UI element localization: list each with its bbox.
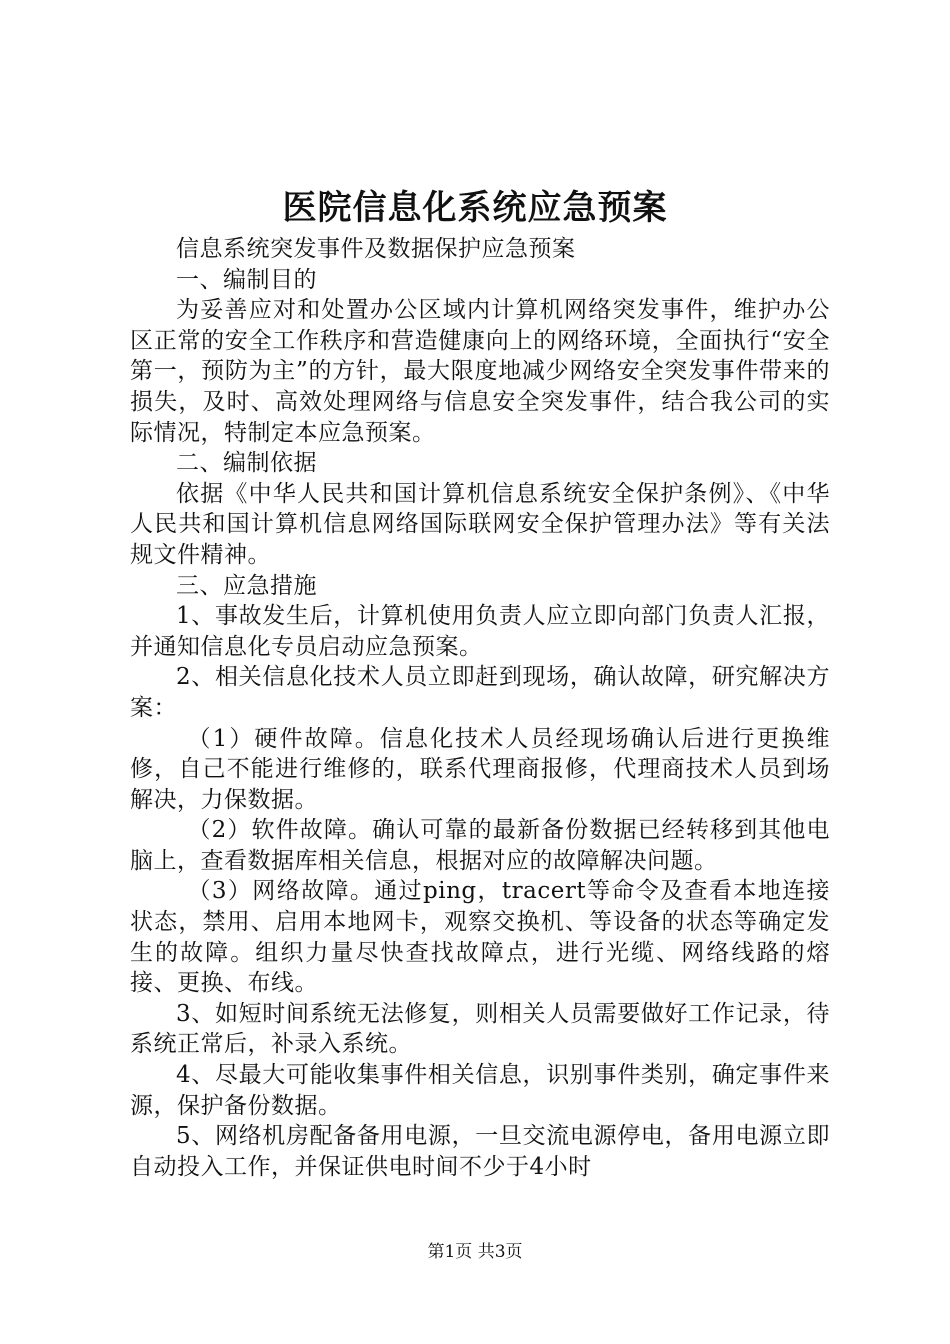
subtitle-paragraph: 信息系统突发事件及数据保护应急预案 xyxy=(176,236,576,262)
page-footer: 第1页 共3页 xyxy=(427,1242,523,1262)
measure-item-5: 5、网络机房配备备用电源，一旦交流电源停电，备用电源立即自动投入工作，并保证供电时间不少于4小时 xyxy=(130,1123,830,1180)
paragraph-basis: 依据《中华人民共和国计算机信息系统安全保护条例》、《中华人民共和国计算机信息网络国际联网安全保护管理办法》等有关法规文件精神。 xyxy=(130,480,830,568)
measure-subitem-software: （2）软件故障。确认可靠的最新备份数据已经转移到其他电脑上，查看数据库相关信息，根据对应的故障解决问题。 xyxy=(130,817,830,874)
measure-item-4: 4、尽最大可能收集事件相关信息，识别事件类别，确定事件来源，保护备份数据。 xyxy=(130,1062,830,1119)
document-body xyxy=(130,234,830,1182)
measure-subitem-hardware: （1）硬件故障。信息化技术人员经现场确认后进行更换维修，自己不能进行维修的，联系代理商报修，代理商技术人员到场解决，力保数据。 xyxy=(130,725,830,813)
measure-item-3: 3、如短时间系统无法修复，则相关人员需要做好工作记录，待系统正常后，补录入系统。 xyxy=(130,1000,830,1058)
paragraph-purpose: 为妥善应对和处置办公区域内计算机网络突发事件，维护办公区正常的安全工作秩序和营造健康向上的网络环境，全面执行“安全第一，预防为主”的方针，最大限度地减少网络安全突发事件带来的损失，及时、高效处理网络与信息安全突发事件，结合我公司的实际情况，特制定本应急预案。 xyxy=(130,297,830,446)
measure-item-2: 2、相关信息化技术人员立即赶到现场，确认故障，研究解决方案： xyxy=(130,664,830,721)
section-heading-basis: 二、编制依据 xyxy=(176,450,317,477)
document-title: 医院信息化系统应急预案 xyxy=(282,188,668,228)
section-heading-purpose: 一、编制目的 xyxy=(176,266,317,293)
measure-subitem-network: （3）网络故障。通过ping，tracert等命令及查看本地连接状态，禁用、启用本地网卡，观察交换机、等设备的状态等确定发生的故障。组织力量尽快查找故障点，进行光缆、网络线路的熔接、更换、布线。 xyxy=(130,878,830,997)
measure-item-1: 1、事故发生后，计算机使用负责人应立即向部门负责人汇报，并通知信息化专员启动应急预案。 xyxy=(130,603,830,660)
section-heading-measures: 三、应急措施 xyxy=(176,572,317,599)
